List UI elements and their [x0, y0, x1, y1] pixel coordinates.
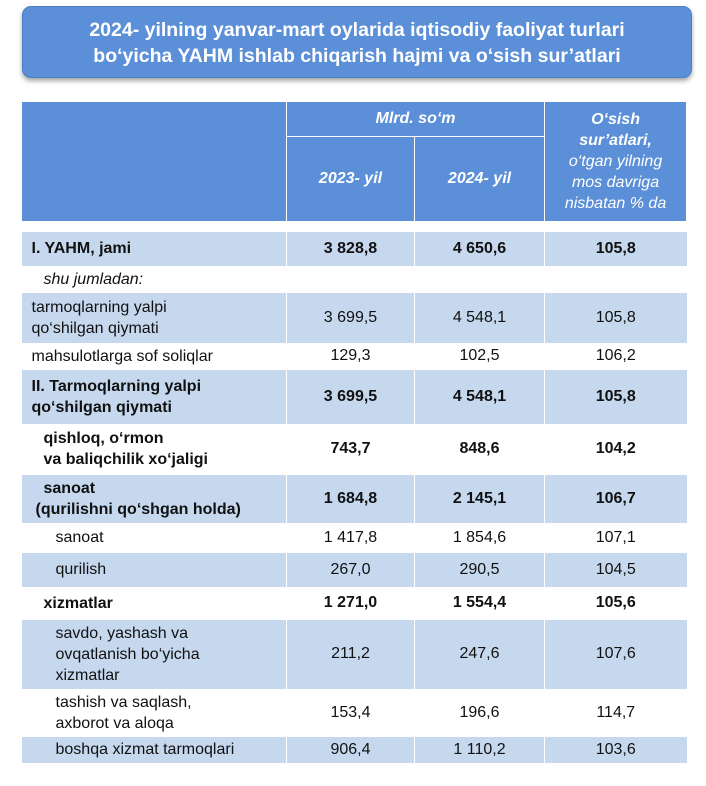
value-2023: 1 417,8	[287, 523, 415, 553]
row-label-l1: savdo, yashash va	[55, 624, 189, 642]
header-growth-l5: nisbatan % da	[564, 195, 667, 212]
table-row	[22, 266, 687, 293]
table-row	[22, 343, 687, 370]
row-label	[22, 620, 287, 689]
value-2024: 1 554,4	[415, 587, 545, 620]
row-label-l2: qo‘shilgan qiymati	[31, 398, 172, 416]
value-2023: 153,4	[287, 689, 415, 737]
value-2023: 1 271,0	[287, 587, 415, 620]
spacer-row	[22, 222, 687, 232]
value-2024: 102,5	[415, 343, 545, 370]
row-label	[22, 689, 287, 737]
header-row-1	[22, 102, 687, 137]
row-label-l2: qo‘shilgan qiymati	[31, 319, 159, 337]
value-2023: 1 684,8	[287, 475, 415, 523]
growth-value: 107,1	[545, 523, 687, 553]
growth-value: 106,2	[545, 343, 687, 370]
header-growth-l3: o‘tgan yilning	[568, 153, 663, 170]
table-row	[22, 424, 687, 475]
value-2023: 3 828,8	[287, 232, 415, 266]
header-label-cell	[22, 102, 287, 222]
page-title	[22, 6, 692, 78]
value-2023: 3 699,5	[287, 293, 415, 343]
growth-value: 107,6	[545, 620, 687, 689]
value-2024: 1 854,6	[415, 523, 545, 553]
value-2023	[287, 266, 415, 293]
table-row	[22, 370, 687, 424]
row-label-l1: qishloq, o‘rmon	[43, 430, 164, 447]
row-label-l2: (qurilishni qo‘shgan holda)	[35, 500, 241, 518]
value-2024: 4 548,1	[415, 293, 545, 343]
value-2023: 3 699,5	[287, 370, 415, 424]
row-label: mahsulotlarga sof soliqlar	[31, 347, 213, 365]
header-growth-l2: sur’atlari,	[579, 132, 652, 149]
table-row	[22, 553, 687, 587]
growth-value: 105,8	[545, 232, 687, 266]
table-row	[22, 232, 687, 266]
row-label-l2: ovqatlanish bo‘yicha	[55, 645, 200, 663]
table-row	[22, 523, 687, 553]
table-row	[22, 293, 687, 343]
row-label: qurilish	[55, 561, 107, 578]
value-2023: 211,2	[287, 620, 415, 689]
value-2024: 247,6	[415, 620, 545, 689]
growth-value: 104,5	[545, 553, 687, 587]
row-label-l2: axborot va aloqa	[55, 714, 174, 732]
header-growth-l1: O‘sish	[591, 111, 640, 128]
value-2023: 267,0	[287, 553, 415, 587]
value-2024: 196,6	[415, 689, 545, 737]
row-label: boshqa xizmat tarmoqlari	[55, 741, 235, 758]
title-line-2: bo‘yicha YAHM ishlab chiqarish hajmi va o‘sish sur’atlari	[93, 45, 621, 67]
row-label	[22, 424, 287, 475]
growth-value: 105,8	[545, 370, 687, 424]
growth-value: 104,2	[545, 424, 687, 475]
title-line-1: 2024- yilning yanvar-mart oylarida iqtisodiy faoliyat turlari	[89, 19, 625, 41]
table-row	[22, 587, 687, 620]
growth-value: 103,6	[545, 737, 687, 763]
table-row	[22, 475, 687, 523]
row-label: xizmatlar	[43, 594, 113, 612]
growth-value: 106,7	[545, 475, 687, 523]
table-row	[22, 689, 687, 737]
header-growth	[545, 102, 687, 222]
value-2023: 743,7	[287, 424, 415, 475]
row-label: I. YAHM, jami	[31, 240, 132, 257]
table-row	[22, 737, 687, 763]
header-unit: Mlrd. so‘m	[287, 102, 545, 137]
row-label-l3: xizmatlar	[55, 666, 120, 684]
value-2024: 1 110,2	[415, 737, 545, 763]
header-year-2023: 2023- yil	[287, 137, 415, 222]
value-2023: 906,4	[287, 737, 415, 763]
gdp-table	[21, 101, 687, 763]
row-label-l1: sanoat	[43, 479, 96, 497]
value-2023: 129,3	[287, 343, 415, 370]
growth-value: 114,7	[545, 689, 687, 737]
value-2024: 848,6	[415, 424, 545, 475]
row-label	[22, 293, 287, 343]
row-label: shu jumladan:	[43, 270, 144, 288]
row-label: sanoat	[55, 529, 104, 546]
row-label	[22, 475, 287, 523]
header-year-2024: 2024- yil	[415, 137, 545, 222]
table-row	[22, 620, 687, 689]
value-2024	[415, 266, 545, 293]
header-growth-l4: mos davriga	[571, 174, 660, 191]
value-2024: 4 650,6	[415, 232, 545, 266]
row-label-l1: tarmoqlarning yalpi	[31, 298, 167, 316]
growth-value: 105,6	[545, 587, 687, 620]
row-label-l2: va baliqchilik xo‘jaligi	[43, 451, 208, 468]
row-label	[22, 370, 287, 424]
value-2024: 4 548,1	[415, 370, 545, 424]
growth-value: 105,8	[545, 293, 687, 343]
row-label-l1: II. Tarmoqlarning yalpi	[31, 377, 202, 395]
value-2024: 290,5	[415, 553, 545, 587]
growth-value	[545, 266, 687, 293]
value-2024: 2 145,1	[415, 475, 545, 523]
row-label-l1: tashish va saqlash,	[55, 693, 192, 711]
